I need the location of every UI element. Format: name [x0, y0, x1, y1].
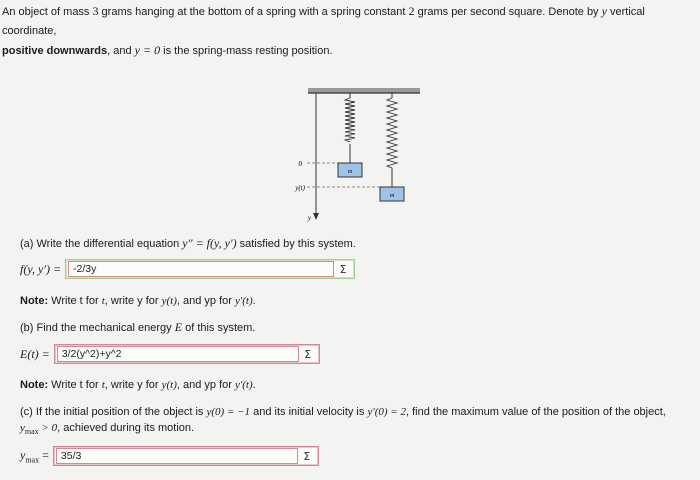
part-c-label-y: y	[20, 447, 26, 462]
part-c-answer-box	[53, 446, 319, 466]
part-c-text: , find the maximum value of the position of the object,	[405, 406, 666, 418]
axis-arrow	[313, 213, 319, 220]
spring-constant-value: 2	[408, 4, 415, 18]
t-symbol: t	[101, 295, 105, 307]
part-b-field-label: E(t) =	[20, 346, 50, 361]
note-1-label: Note:	[20, 295, 49, 307]
y-symbol: y	[601, 4, 607, 18]
problem-statement	[2, 2, 692, 61]
part-b-sigma-icon[interactable]: Σ	[304, 347, 312, 361]
part-b-answer-row	[20, 344, 320, 364]
yt-label: y(t)	[295, 184, 305, 192]
part-a-text: satisfied by this system.	[236, 238, 356, 250]
note-text: , write y for	[104, 295, 162, 307]
t-symbol: t	[101, 379, 105, 391]
note-text: , and yp for	[176, 379, 235, 391]
mass-label-1: m	[347, 169, 353, 175]
yt-symbol: y(t)	[161, 379, 177, 391]
note-text: , and yp for	[176, 295, 235, 307]
part-b-answer-box	[54, 344, 320, 364]
part-c-label-sub: max	[25, 455, 40, 465]
part-a-text: (a) Write the differential equation	[20, 238, 183, 250]
positive-downwards-text: positive downwards	[2, 45, 108, 57]
ypt-symbol: y′(t)	[234, 295, 253, 307]
part-c-answer-input[interactable]	[56, 448, 298, 464]
part-a-equation: y″ = f(y, y′)	[182, 236, 237, 250]
intro-text: An object of mass	[2, 6, 93, 18]
note-1	[20, 295, 256, 307]
part-b-answer-value: 3/2(y^2)+y^2	[61, 348, 122, 360]
part-a-answer-value: -2/3y	[73, 263, 97, 275]
part-c-answer-row	[20, 446, 319, 466]
ymax-subscript: max	[24, 427, 39, 437]
part-a-answer-box	[65, 259, 355, 279]
part-c-answer-value: 35/3	[60, 450, 82, 462]
ymax-symbol: y	[20, 422, 25, 434]
note-2-label: Note:	[20, 379, 49, 391]
part-b-text: (b) Find the mechanical energy	[20, 322, 175, 334]
ymax-condition: > 0	[38, 422, 58, 434]
part-c-prompt	[20, 404, 690, 440]
initial-velocity-eq: y′(0) = 2	[367, 406, 406, 418]
part-a-sigma-icon[interactable]: Σ	[339, 262, 347, 276]
note-text: , write y for	[104, 379, 162, 391]
part-b-text: of this system.	[182, 322, 256, 334]
part-c-label-eq: =	[39, 447, 49, 462]
note-text: .	[252, 295, 256, 307]
intro-text: grams per second square. Denote by	[414, 6, 602, 18]
note-2	[20, 379, 256, 391]
note-text: Write t for	[48, 379, 102, 391]
part-a-answer-input[interactable]	[68, 261, 334, 277]
note-text: Write t for	[48, 295, 102, 307]
resting-position-eq: y = 0	[134, 43, 161, 57]
part-a-answer-row	[20, 259, 355, 279]
part-c-text: , achieved during its motion.	[57, 422, 195, 434]
part-c-text: (c) If the initial position of the object is	[20, 406, 207, 418]
part-a-prompt	[20, 236, 356, 251]
intro-text: vertical coordinate,	[2, 6, 645, 37]
spring-mass-diagram	[280, 86, 430, 226]
problem-line-1	[2, 2, 692, 41]
mass-value: 3	[92, 4, 99, 18]
part-a-field-label: f(y, y′) =	[20, 261, 62, 276]
part-c-sigma-icon[interactable]: Σ	[303, 449, 311, 463]
spring-mass-svg	[280, 86, 430, 226]
ceiling-bar	[308, 88, 420, 93]
problem-line-2	[2, 41, 692, 61]
part-c-text: and its initial velocity is	[250, 406, 368, 418]
initial-position-eq: y(0) = −1	[206, 406, 251, 418]
intro-text: grams hanging at the bottom of a spring with a spring constant	[98, 6, 409, 18]
part-b-answer-input[interactable]	[57, 346, 299, 362]
note-text: .	[252, 379, 256, 391]
zero-label: 0	[298, 160, 302, 168]
part-b-prompt	[20, 320, 255, 335]
intro-text: , and	[107, 45, 135, 57]
y-axis-label: y	[307, 214, 311, 222]
energy-symbol: E	[174, 320, 183, 334]
intro-text: is the spring-mass resting position.	[160, 45, 333, 57]
spring-1	[345, 98, 355, 142]
spring-2	[387, 98, 397, 168]
part-c-field-label	[20, 448, 49, 464]
yt-symbol: y(t)	[161, 295, 177, 307]
mass-label-2: m	[389, 193, 395, 199]
ypt-symbol: y′(t)	[234, 379, 253, 391]
